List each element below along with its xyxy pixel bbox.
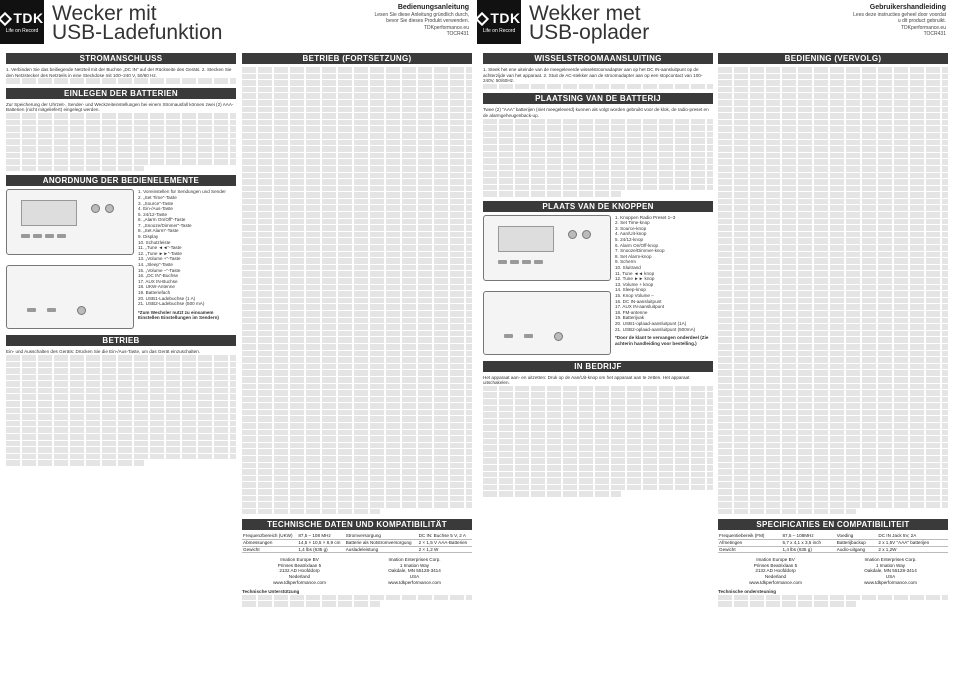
section-bar: TECHNISCHE DATEN UND KOMPATIBILITÄT	[242, 519, 472, 530]
table-row: Gewicht 1,4 lbs (635 g) Ausladeleistung 2 × 1,2 W	[242, 546, 472, 553]
section-bar: BETRIEB	[6, 335, 236, 346]
table-row: Frequentiebereik (FM) 87,5 – 108MHz Voeding DC IN Jack 5V, 2A	[718, 533, 948, 539]
section-bar: IN BEDRIJF	[483, 361, 713, 372]
section-bar: SPECIFICATIES EN COMPATIBILITEIT	[718, 519, 948, 530]
support-label: Technische Unterstützung	[242, 589, 300, 595]
tdk-logo: TDK Life on Record	[477, 0, 521, 44]
addresses: Imation Europe BV Prinses Beatrixlaan 5 2132 AD Hoofddorp Nederland www.tdkperformance.com Imation Enterprises Corp. 1 Imation Way Oakdale, MN 55128-3414 USA www.tdkperformance.com	[273, 557, 441, 585]
left-column-2	[242, 53, 472, 608]
table-row: Afmetingen 5,7 x 4,1 x 3,5 inch Batterijbackup 2 x 1,5V "AAA" batterijen	[718, 539, 948, 546]
operation-text: Het apparaat aan- en uitzetten: Druk op de Aan/Uit-knop om het apparaat aan te zetten. Het apparaat uitschakelen.	[483, 374, 690, 386]
tdk-logo: TDK Life on Record	[0, 0, 44, 44]
section-bar: ANORDNUNG DER BEDIENELEMENTE	[6, 175, 236, 186]
specs-table	[242, 533, 472, 553]
support-label: Technische ondersteuning	[718, 589, 777, 595]
specs-table	[718, 533, 948, 553]
controls-list: 1. Voreinstellen für Sendungen und Sender 2. „Set Time“-Taste 3. „Source“-Taste 4. Ein-/Aus-Taste 5. 24/12-Taste 6. „Alarm On/Off“-Taste 7. „Snooze/Dimmer“-Taste 8. „Set Alarm“-Taste 9. Display 10. Schutzleiste 11. „Tune ◄◄“-Taste 12. „Tune ►►“-Taste 13. „Volume +“-Taste 14. „Sleep“-Taste 15. „Volume –“-Taste 16. „DC IN“-Buchse 17. AUX IN-Buchse 18. UKW-Antenne 19. Batteriefach 20. USB1-Ladebuchse (1 A) 21. USB2-Ladebuchse (500 mA) *Zum Wechsler nutzt zu einsamem Einstellen Einstellungen im Sendern)	[138, 189, 226, 321]
tdk-diamond-icon	[0, 12, 12, 26]
section-bar: STROMANSCHLUSS	[6, 53, 236, 64]
section-bar: PLAATS VAN DE KNOPPEN	[483, 201, 713, 212]
tdk-diamond-icon	[475, 12, 489, 26]
batteries-text: Zur Speicherung der Uhrzeit-, Sender- und Weckzeiteinstellungen bei einem Stromausfall können zwei (2) AAA-Batterien (nicht mitgeliefert) eingelegt werden.	[6, 101, 234, 113]
power-text: 1. Steek het ene uiteinde van de meegeleverde wisselstroomadapter aan op het DC IN-aansluitpunt op de achterzijde van het apparaat. 2. Stuit de AC-stekker aan de stroomadapter aan op een stopcontact van 100-240V, 50/60Hz.	[483, 67, 703, 84]
clock-front-diagram	[6, 189, 134, 255]
section-bar: BEDIENING (VERVOLG)	[718, 53, 948, 64]
section-bar: WISSELSTROOMAANSLUITING	[483, 53, 713, 64]
table-row: Frequenzbereich (UKW) 87,5 – 108 MHz Stromversorgung DC IN: Buchse 5 V, 2 A	[242, 533, 472, 539]
section-bar: BETRIEB (FORTSETZUNG)	[242, 53, 472, 64]
addresses: Imation Europe BV Prinses Beatrixlaan 5 2132 AD Hoofddorp Nederland www.tdkperformance.com Imation Enterprises Corp. 1 Imation Way Oakdale, MN 55128-3414 USA www.tdkperformance.com	[749, 557, 917, 585]
controls-list: 1. Knoppen Radio Preset 1–3 2. Set Time-knop 3. Source-knop 4. Aan/Uit-knop 5. 24/12-knop 6. Alarm On/Off-knop 7. Snooze/Dimmer-knop 8. Set Alarm-knop 9. Scherm 10. Sluitrand 11. Tune ◄◄ knop 12. Tune ►► knop 13. Volume + knop 14. Sleep-knop 15. Knop Volume – 16. DC IN-aansluitpunt 17. AUX IN-aansluitpunt 18. FM-antenne 19. Batterijvak 20. USB1-oplaad-aansluitpunt (1A) 21. USB2-oplaad-aansluitpunt (500mA) *Door de klant te vervangen onderdeel (Zie achterin handleiding voor bestelling.)	[615, 214, 709, 346]
left-column-1	[6, 53, 236, 467]
right-column-2	[718, 53, 948, 608]
guide-info: Bedienungsanleitung Lesen Sie diese Anleitung gründlich durch, bevor Sie dieses Produkt verwenden. TDKperformance.eu TOCR431	[374, 4, 469, 37]
power-text: 1. Verbinden Sie das beiliegende Netzteil mit der Buchse „DC IN“ auf der Rückseite des Geräts. 2. Stecken Sie den Netzstecker des Netzteils in eine Steckdose mit 100–240 V, 50/60 Hz.	[6, 67, 232, 78]
section-bar: PLAATSING VAN DE BATTERIJ	[483, 93, 713, 104]
table-row: Gewicht 1,4 lbs (635 g) Audio-uitgang 2 x 1,2W	[718, 546, 948, 553]
left-header	[0, 0, 477, 44]
guide-info: Gebruikershandleiding Lees deze instructies geheel door voordat u dit product gebruikt. TDKperformance.eu TOCR431	[853, 4, 946, 37]
right-header	[477, 0, 954, 44]
section-bar: EINLEGEN DER BATTERIEN	[6, 88, 236, 99]
operation-text: Ein- und Ausschalten des Geräts: Drücken Sie die Ein-/Aus-Taste, um das Gerät einzuschalten.	[6, 349, 201, 355]
batteries-text: Twee (2) "AAA" batterijen (niet meegeleverd) kunnen als volgt worden gebruikt voor de klok, de radio-preset en de alarmgeheugenback-up.	[483, 107, 709, 118]
page-title: Wecker mit USB-Ladefunktion	[52, 2, 223, 44]
page-title: Wekker met USB-oplader	[529, 2, 650, 44]
right-column-1	[483, 53, 713, 498]
clock-back-diagram	[6, 265, 134, 329]
clock-front-diagram	[483, 215, 611, 281]
table-row: Abmessungen 14,5 × 10,5 × 8,9 cm Batterie als Notstromversorgung 2 × 1,5 V AAA-Batterien	[242, 539, 472, 546]
clock-back-diagram	[483, 291, 611, 355]
